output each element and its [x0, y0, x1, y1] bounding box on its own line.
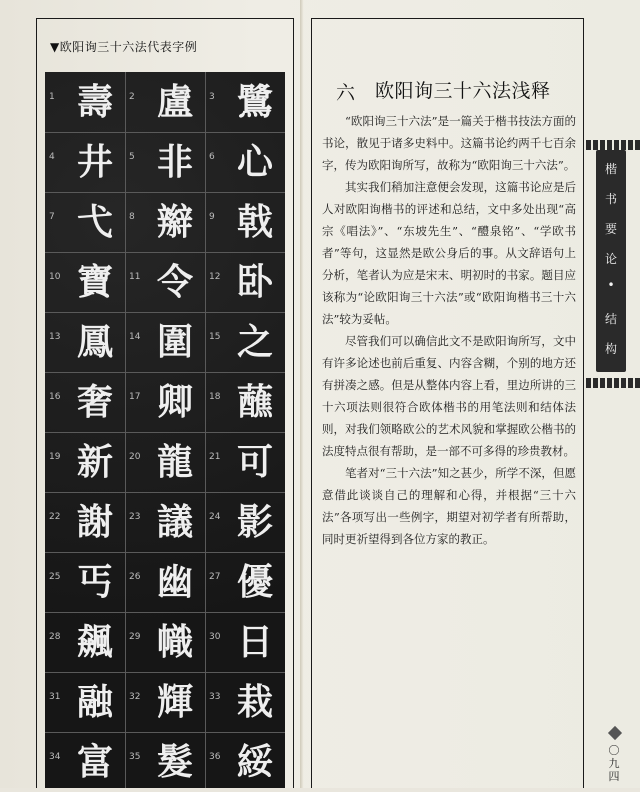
paragraph: 尽管我们可以确信此文不是欧阳询所写，文中有许多论述也前后重复、内容含糊，个别的地方还有拼凑之感。但是从整体内容上看，里边所讲的三十六项法则很符合欧体楷书的用笔法则和结体法则，对我们领略欧公的艺术风貌和掌握欧公楷书的法度特点很有帮助，是一部不可多得的珍贵教材。 [322, 334, 576, 458]
cell-number: 27 [209, 572, 221, 582]
cell-number: 16 [49, 392, 61, 402]
calligraphy-character: 圍 [156, 321, 193, 363]
cell-number: 22 [49, 512, 61, 522]
cell-number: 12 [209, 272, 221, 282]
calligraphy-cell [205, 612, 285, 672]
calligraphy-cell [125, 612, 205, 672]
paragraph: “欧阳询三十六法”是一篇关于楷书技法方面的书论，散见于诸多史料中。这篇书论约两千七百余字，传为欧阳询所写，故称为“欧阳询三十六法”。 [322, 114, 576, 172]
calligraphy-character: 可 [236, 441, 273, 483]
calligraphy-cell [205, 492, 285, 552]
calligraphy-character: 鷺 [236, 81, 273, 123]
side-tab-char: 要 [604, 222, 617, 236]
page-number-digit: 〇 [608, 744, 620, 757]
body-text [322, 110, 576, 550]
calligraphy-cell [45, 192, 125, 252]
cell-number: 34 [49, 752, 61, 762]
calligraphy-character: 飆 [76, 621, 113, 663]
calligraphy-character: 幟 [156, 621, 193, 663]
calligraphy-cell [125, 432, 205, 492]
calligraphy-character: 綏 [236, 741, 273, 783]
calligraphy-character: 髮 [156, 741, 193, 783]
calligraphy-cell [205, 252, 285, 312]
cell-number: 25 [49, 572, 61, 582]
cell-number: 13 [49, 332, 61, 342]
cell-number: 24 [209, 512, 221, 522]
cell-number: 14 [129, 332, 141, 342]
calligraphy-cell [45, 252, 125, 312]
page-number [606, 744, 622, 783]
right-frame-top [311, 18, 583, 19]
right-frame-left [311, 18, 312, 788]
calligraphy-character: 盧 [156, 81, 193, 123]
cell-number: 6 [209, 152, 215, 162]
cell-number: 18 [209, 392, 221, 402]
calligraphy-character: 卧 [236, 261, 273, 303]
calligraphy-character: 栽 [236, 681, 273, 723]
page-number-diamond-icon [608, 726, 622, 740]
cell-number: 8 [129, 212, 135, 222]
calligraphy-cell [125, 552, 205, 612]
calligraphy-cell [205, 72, 285, 132]
calligraphy-character: 心 [236, 141, 273, 183]
calligraphy-character: 日 [236, 621, 273, 663]
calligraphy-character: 井 [76, 141, 113, 183]
side-tab-ornament-bottom [586, 378, 640, 388]
calligraphy-cell [45, 132, 125, 192]
calligraphy-cell [205, 732, 285, 792]
side-tab-char: 构 [604, 342, 617, 356]
calligraphy-character: 新 [76, 441, 113, 483]
calligraphy-character: 輝 [156, 681, 193, 723]
calligraphy-character: 龍 [156, 441, 193, 483]
cell-number: 36 [209, 752, 221, 762]
calligraphy-cell [205, 672, 285, 732]
section-label: ▼欧阳询三十六法代表字例 [50, 40, 198, 54]
cell-number: 21 [209, 452, 221, 462]
side-tab-char: 论 [604, 252, 617, 266]
page-title: 欧阳询三十六法浅释 [375, 80, 551, 102]
cell-number: 33 [209, 692, 221, 702]
calligraphy-character: 丐 [76, 561, 113, 603]
side-tab-char: • [607, 278, 615, 292]
calligraphy-character: 謝 [76, 501, 113, 543]
cell-number: 31 [49, 692, 61, 702]
calligraphy-character: 之 [236, 321, 273, 363]
calligraphy-character: 戟 [236, 201, 273, 243]
cell-number: 17 [129, 392, 141, 402]
paragraph: 其实我们稍加注意便会发现，这篇书论应是后人对欧阳询楷书的评述和总结，文中多处出现“高宗《唱法》”、“东坡先生”、“醴泉铭”、“学欧书者”等句，这显然是欧公身后的事。从文辞语句上分析，笔者认为应是宋末、明初时的书家。题目应该称为“论欧阳询三十六法”或“欧阳询楷书三十六法”较为妥帖。 [322, 180, 576, 326]
cell-number: 26 [129, 572, 141, 582]
calligraphy-character: 寶 [76, 261, 113, 303]
cell-number: 30 [209, 632, 221, 642]
calligraphy-character: 優 [236, 561, 273, 603]
calligraphy-cell [205, 312, 285, 372]
calligraphy-character: 壽 [76, 81, 113, 123]
calligraphy-cell [125, 672, 205, 732]
cell-number: 20 [129, 452, 141, 462]
calligraphy-cell [125, 372, 205, 432]
calligraphy-cell [45, 732, 125, 792]
cell-number: 23 [129, 512, 141, 522]
calligraphy-character: 弋 [76, 201, 113, 243]
calligraphy-character: 奢 [76, 381, 113, 423]
calligraphy-cell [125, 732, 205, 792]
page-number-digit: 四 [608, 770, 620, 783]
book-gutter [300, 0, 304, 788]
calligraphy-character: 卿 [156, 381, 193, 423]
calligraphy-cell [45, 492, 125, 552]
cell-number: 35 [129, 752, 141, 762]
page-number-digit: 九 [608, 757, 620, 770]
calligraphy-cell [205, 552, 285, 612]
cell-number: 15 [209, 332, 221, 342]
calligraphy-cell [125, 72, 205, 132]
cell-number: 19 [49, 452, 61, 462]
cell-number: 5 [129, 152, 135, 162]
calligraphy-character: 令 [156, 261, 193, 303]
calligraphy-character: 蘸 [236, 381, 273, 423]
side-tab-char: 楷 [604, 162, 617, 176]
calligraphy-cell [45, 312, 125, 372]
calligraphy-cell [45, 432, 125, 492]
calligraphy-cell [205, 132, 285, 192]
calligraphy-character: 幽 [156, 561, 193, 603]
cell-number: 32 [129, 692, 141, 702]
calligraphy-character: 非 [156, 141, 193, 183]
calligraphy-character: 辮 [156, 201, 193, 243]
cell-number: 1 [49, 92, 55, 102]
calligraphy-cell [45, 672, 125, 732]
calligraphy-character: 影 [236, 501, 273, 543]
right-frame-right [583, 18, 584, 788]
cell-number: 2 [129, 92, 135, 102]
calligraphy-cell [125, 192, 205, 252]
left-frame-top [36, 18, 293, 19]
cell-number: 9 [209, 212, 215, 222]
calligraphy-cell [45, 612, 125, 672]
cell-number: 29 [129, 632, 141, 642]
cell-number: 28 [49, 632, 61, 642]
cell-number: 11 [129, 272, 141, 282]
paragraph: 笔者对“三十六法”知之甚少，所学不深，但愿意借此谈谈自己的理解和心得，并根据“三十六法”各项写出一些例字，期望对初学者有所帮助，同时更祈望得到各位方家的教正。 [322, 466, 576, 546]
cell-number: 3 [209, 92, 215, 102]
calligraphy-character: 議 [156, 501, 193, 543]
calligraphy-character: 鳳 [76, 321, 113, 363]
calligraphy-cell [205, 432, 285, 492]
cell-number: 7 [49, 212, 55, 222]
calligraphy-cell [205, 192, 285, 252]
calligraphy-character: 融 [76, 681, 113, 723]
chapter-number: 六 [336, 82, 356, 104]
cell-number: 10 [49, 272, 61, 282]
calligraphy-cell [45, 72, 125, 132]
side-tab-char: 结 [604, 312, 617, 326]
calligraphy-character: 富 [76, 741, 113, 783]
calligraphy-cell [125, 492, 205, 552]
side-tab-ornament-top [586, 140, 640, 150]
left-frame-left [36, 18, 37, 788]
calligraphy-cell [45, 552, 125, 612]
cell-number: 4 [49, 152, 55, 162]
calligraphy-cell [205, 372, 285, 432]
calligraphy-cell [45, 372, 125, 432]
calligraphy-cell [125, 252, 205, 312]
side-tab-char: 书 [604, 192, 617, 206]
left-frame-right [293, 18, 294, 788]
calligraphy-cell [125, 132, 205, 192]
calligraphy-cell [125, 312, 205, 372]
